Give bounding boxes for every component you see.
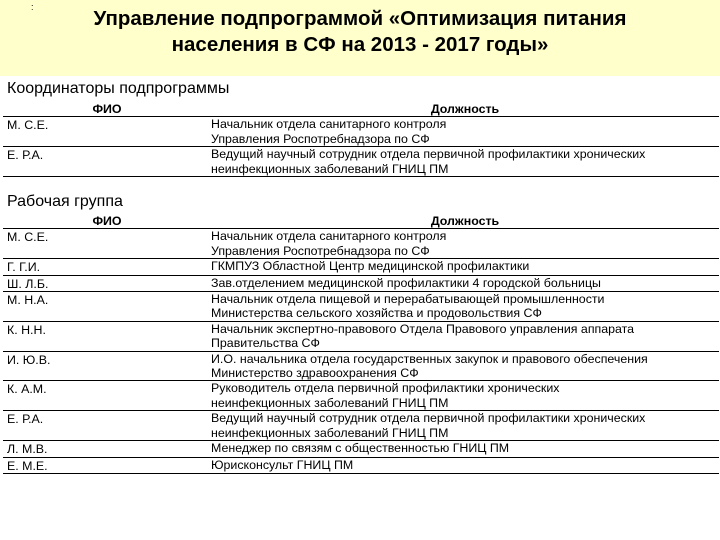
person-name: Е. Р.А. (7, 148, 44, 163)
position-cell (207, 292, 719, 322)
table-row (3, 351, 719, 381)
working-group-header-row (3, 214, 719, 229)
title-band (0, 0, 720, 76)
position-line: Зав.отделением медицинской профилактики 4 городской больницы (211, 275, 601, 290)
position-cell (207, 411, 719, 441)
position-line: ГКМПУЗ Областной Центр медицинской профилактики (211, 259, 530, 274)
person-name: К. Н.Н. (7, 322, 46, 337)
position-line: Руководитель отдела первичной профилактики хронических (211, 381, 560, 396)
table-row (3, 117, 719, 147)
working-group-col-name: ФИО (92, 214, 122, 228)
person-name: М. С.Е. (7, 118, 49, 133)
coordinators-col-name: ФИО (92, 102, 122, 116)
position-line: неинфекционных заболеваний ГНИЦ ПМ (211, 395, 449, 410)
table-row (3, 457, 719, 473)
position-cell (207, 147, 719, 177)
title-line-2: населения в СФ на 2013 - 2017 годы» (171, 33, 549, 56)
person-name-cell (3, 259, 207, 275)
person-name: М. Н.А. (7, 293, 49, 308)
position-line: Министерства сельского хозяйства и продовольствия СФ (211, 306, 542, 321)
position-cell (207, 229, 719, 259)
corner-marker: : (31, 2, 34, 12)
position-cell (207, 275, 719, 291)
position-line: Менеджер по связям с общественностью ГНИЦ ПМ (211, 441, 510, 456)
person-name-cell (3, 457, 207, 473)
person-name-cell (3, 229, 207, 259)
working-group-label: Рабочая группа (7, 193, 123, 210)
position-line: Начальник отдела санитарного контроля (211, 229, 447, 244)
person-name-cell (3, 147, 207, 177)
person-name-cell (3, 411, 207, 441)
position-cell (207, 351, 719, 381)
coordinators-table (3, 102, 719, 177)
position-line: Министерство здравоохранения СФ (211, 366, 419, 381)
table-row (3, 321, 719, 351)
working-group-table (3, 214, 719, 474)
position-line: Начальник отдела санитарного контроля (211, 117, 447, 132)
person-name: М. С.Е. (7, 230, 49, 245)
person-name: К. А.М. (7, 382, 47, 397)
person-name-cell (3, 381, 207, 411)
position-cell (207, 321, 719, 351)
position-line: Правительства СФ (211, 336, 320, 351)
position-line: Юрисконсульт ГНИЦ ПМ (211, 457, 354, 472)
table-row (3, 292, 719, 322)
table-row (3, 259, 719, 275)
position-line: неинфекционных заболеваний ГНИЦ ПМ (211, 425, 449, 440)
title-line-1: Управление подпрограммой «Оптимизация питания (93, 7, 627, 30)
person-name: Г. Г.И. (7, 260, 41, 275)
position-line: Управления Роспотребнадзора по СФ (211, 131, 430, 146)
coordinators-label: Координаторы подпрограммы (7, 80, 230, 97)
position-line: Начальник отдела пищевой и перерабатывающей промышленности (211, 292, 605, 307)
table-row (3, 441, 719, 457)
person-name: Л. М.В. (7, 442, 48, 457)
person-name: Е. М.Е. (7, 458, 48, 473)
table-row (3, 147, 719, 177)
table-row (3, 275, 719, 291)
position-cell (207, 259, 719, 275)
position-cell (207, 117, 719, 147)
person-name-cell (3, 117, 207, 147)
person-name-cell (3, 321, 207, 351)
person-name: И. Ю.В. (7, 352, 51, 367)
position-line: Управления Роспотребнадзора по СФ (211, 243, 430, 258)
position-line: И.О. начальника отдела государственных закупок и правового обеспечения (211, 351, 648, 366)
position-line: Ведущий научный сотрудник отдела первичной профилактики хронических (211, 147, 646, 162)
working-group-col-position: Должность (430, 214, 500, 228)
coordinators-col-position: Должность (430, 102, 500, 116)
table-row (3, 381, 719, 411)
position-line: Начальник экспертно-правового Отдела Правового управления аппарата (211, 321, 635, 336)
table-row (3, 229, 719, 259)
person-name-cell (3, 275, 207, 291)
table-row (3, 411, 719, 441)
person-name-cell (3, 441, 207, 457)
person-name-cell (3, 351, 207, 381)
page-title (0, 6, 720, 58)
position-cell (207, 457, 719, 473)
person-name: Ш. Л.Б. (7, 276, 49, 291)
position-line: Ведущий научный сотрудник отдела первичной профилактики хронических (211, 411, 646, 426)
position-line: неинфекционных заболеваний ГНИЦ ПМ (211, 161, 449, 176)
person-name-cell (3, 292, 207, 322)
coordinators-header-row (3, 102, 719, 117)
position-cell (207, 441, 719, 457)
person-name: Е. Р.А. (7, 412, 44, 427)
position-cell (207, 381, 719, 411)
